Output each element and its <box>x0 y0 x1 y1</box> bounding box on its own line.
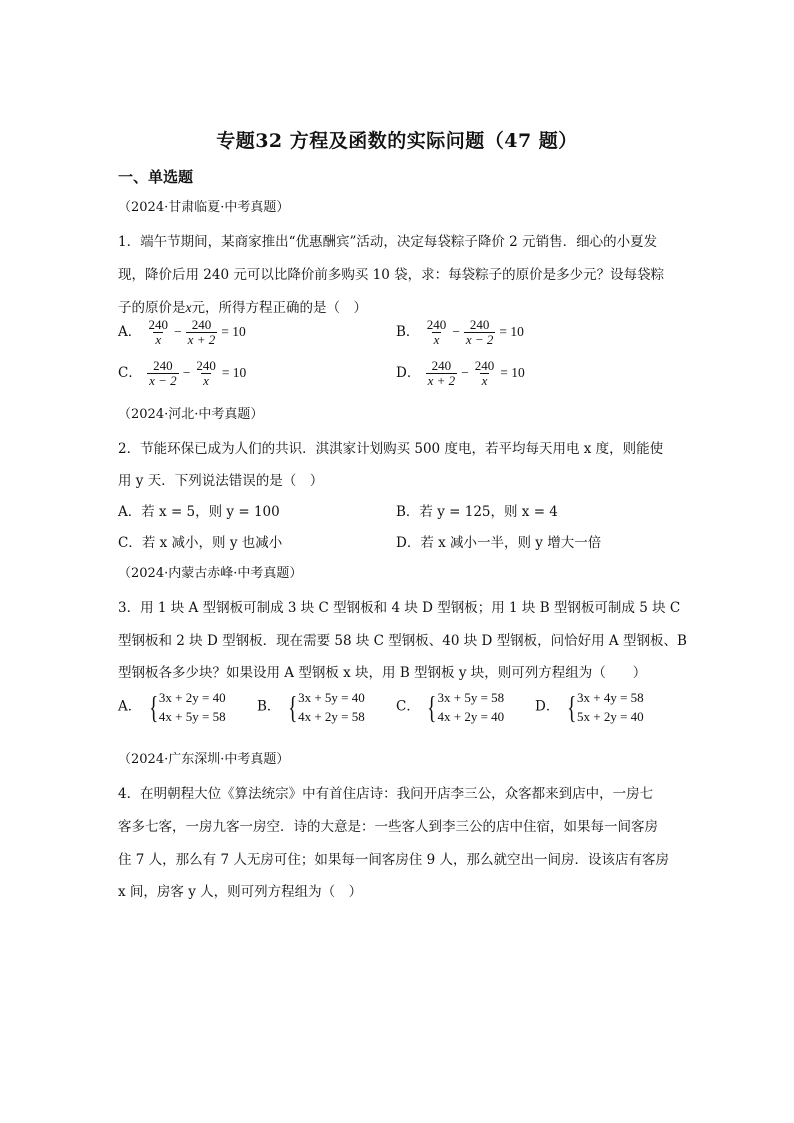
equation-row: 3x + 2y = 40 <box>158 690 226 705</box>
option-label: C． <box>118 365 142 381</box>
equation-row: 5x + 2y = 40 <box>576 709 644 724</box>
fraction <box>425 318 449 347</box>
equation-rhs: = 10 <box>500 365 525 380</box>
q1-var-x: x <box>185 300 192 315</box>
q1-source: （2024·甘肃临夏·中考真题） <box>118 200 290 215</box>
brace-icon: { <box>566 689 576 725</box>
fraction <box>186 318 218 347</box>
fraction <box>473 359 497 388</box>
option-label: D． <box>535 698 560 715</box>
fraction <box>194 359 218 388</box>
brace-icon: { <box>287 689 298 725</box>
equation-row: 4x + 2y = 40 <box>437 709 505 724</box>
option-label: B． <box>257 698 281 715</box>
minus-sign: − <box>182 365 191 380</box>
equation-system <box>564 688 644 726</box>
q4-line-4: x 间，房客 y 人，则可列方程组为（ ） <box>118 884 363 900</box>
q2-option-a[interactable]: A．若 x = 5，则 y = 100 <box>118 504 280 520</box>
option-label: C． <box>396 698 420 715</box>
q2-option-b[interactable]: B．若 y = 125，则 x = 4 <box>396 504 558 520</box>
q2-option-c[interactable]: C．若 x 减小，则 y 也减小 <box>118 535 283 551</box>
option-label: A． <box>118 698 142 715</box>
q1-option-b[interactable] <box>396 318 527 347</box>
equation-row: 3x + 4y = 58 <box>576 690 644 705</box>
q2-line-1: 2．节能环保已成为人们的共识．淇淇家计划购买 500 度电，若平均每天用电 x 度，则能使 <box>118 441 664 457</box>
fraction <box>147 359 179 388</box>
equation-system <box>424 688 504 726</box>
brace-icon: { <box>427 689 437 725</box>
denominator: x <box>481 373 488 388</box>
equation-row: 3x + 5y = 40 <box>298 690 365 705</box>
q3-option-c[interactable] <box>396 688 504 726</box>
q2-option-d[interactable]: D．若 x 减小一半，则 y 增大一倍 <box>396 535 602 551</box>
q4-source: （2024·广东深圳·中考真题） <box>118 752 290 767</box>
page-title: 专题32 方程及函数的实际问题（47 题） <box>216 130 578 152</box>
numerator: 240 <box>426 317 447 332</box>
option-label: D． <box>396 365 421 381</box>
q1-option-a[interactable] <box>118 318 249 347</box>
q1-line-2: 现，降价后用 240 元可以比降价前多购买 10 袋，求：每袋粽子的原价是多少元？设每袋粽 <box>118 267 665 283</box>
numerator: 240 <box>153 358 173 373</box>
q1-line-3 <box>118 296 367 316</box>
q1-line-3a: 子的原价是 <box>118 300 186 316</box>
equation-system <box>285 688 365 726</box>
equation-rhs: = 10 <box>499 324 524 339</box>
fraction <box>464 318 496 347</box>
equation-row: 3x + 5y = 58 <box>437 690 505 705</box>
denominator: x − 2 <box>149 373 177 388</box>
q4-line-1: 4．在明朝程大位《算法统宗》中有首住店诗：我问开店李三公，众客都来到店中，一房七 <box>118 786 654 802</box>
denominator: x <box>433 332 440 347</box>
option-label: A． <box>118 324 142 340</box>
numerator: 240 <box>469 317 490 332</box>
q3-line-1: 3．用 1 块 A 型钢板可制成 3 块 C 型钢板和 4 块 D 型钢板；用 1 块 B 型钢板可制成 5 块 C <box>118 600 681 616</box>
numerator: 240 <box>148 317 169 332</box>
numerator: 240 <box>431 358 452 373</box>
equation-rhs: = 10 <box>221 324 246 339</box>
numerator: 240 <box>191 317 212 332</box>
denominator: x <box>155 332 162 347</box>
minus-sign: − <box>452 324 460 339</box>
q3-line-3: 型钢板各多少块？如果设用 A 型钢板 x 块，用 B 型钢板 y 块，则可列方程组为（ ） <box>118 665 647 681</box>
equation-row: 4x + 2y = 58 <box>298 709 365 724</box>
q2-source: （2024·河北·中考真题） <box>118 407 264 422</box>
section-heading: 一、单选题 <box>118 168 194 186</box>
fraction <box>147 318 171 347</box>
fraction <box>426 359 458 388</box>
q4-line-2: 客多七客，一房九客一房空．诗的大意是：一些客人到李三公的店中住宿，如果每一间客房 <box>118 819 658 835</box>
numerator: 240 <box>196 358 216 373</box>
minus-sign: − <box>461 365 469 380</box>
q3-option-a[interactable] <box>118 688 226 726</box>
q2-line-2: 用 y 天．下列说法错误的是（ ） <box>118 473 324 489</box>
q4-line-3: 住 7 人，那么有 7 人无房可住；如果每一间客房住 9 人，那么就空出一间房．设该店有客房 <box>118 852 670 868</box>
q3-option-d[interactable] <box>535 688 644 726</box>
q1-option-d[interactable] <box>396 359 528 388</box>
denominator: x + 2 <box>187 332 216 347</box>
q1-line-1: 1．端午节期间，某商家推出“优惠酬宾”活动，决定每袋粽子降价 2 元销售．细心的小夏发 <box>118 234 658 250</box>
denominator: x <box>203 373 209 388</box>
equation-row: 4x + 5y = 58 <box>158 709 226 724</box>
q3-source: （2024·内蒙古赤峰·中考真题） <box>118 566 303 581</box>
numerator: 240 <box>474 358 495 373</box>
q1-line-3b: 元，所得方程正确的是（ ） <box>191 300 367 316</box>
minus-sign: − <box>174 324 182 339</box>
denominator: x − 2 <box>465 332 494 347</box>
q3-option-b[interactable] <box>257 688 365 726</box>
q1-option-c[interactable] <box>118 359 249 388</box>
equation-rhs: = 10 <box>221 365 247 380</box>
denominator: x + 2 <box>427 373 456 388</box>
equation-system <box>146 688 226 726</box>
q3-line-2: 型钢板和 2 块 D 型钢板．现在需要 58 块 C 型钢板、40 块 D 型钢板，问恰好用 A 型钢板、B <box>118 633 687 649</box>
brace-icon: { <box>148 689 158 725</box>
option-label: B． <box>396 324 420 340</box>
